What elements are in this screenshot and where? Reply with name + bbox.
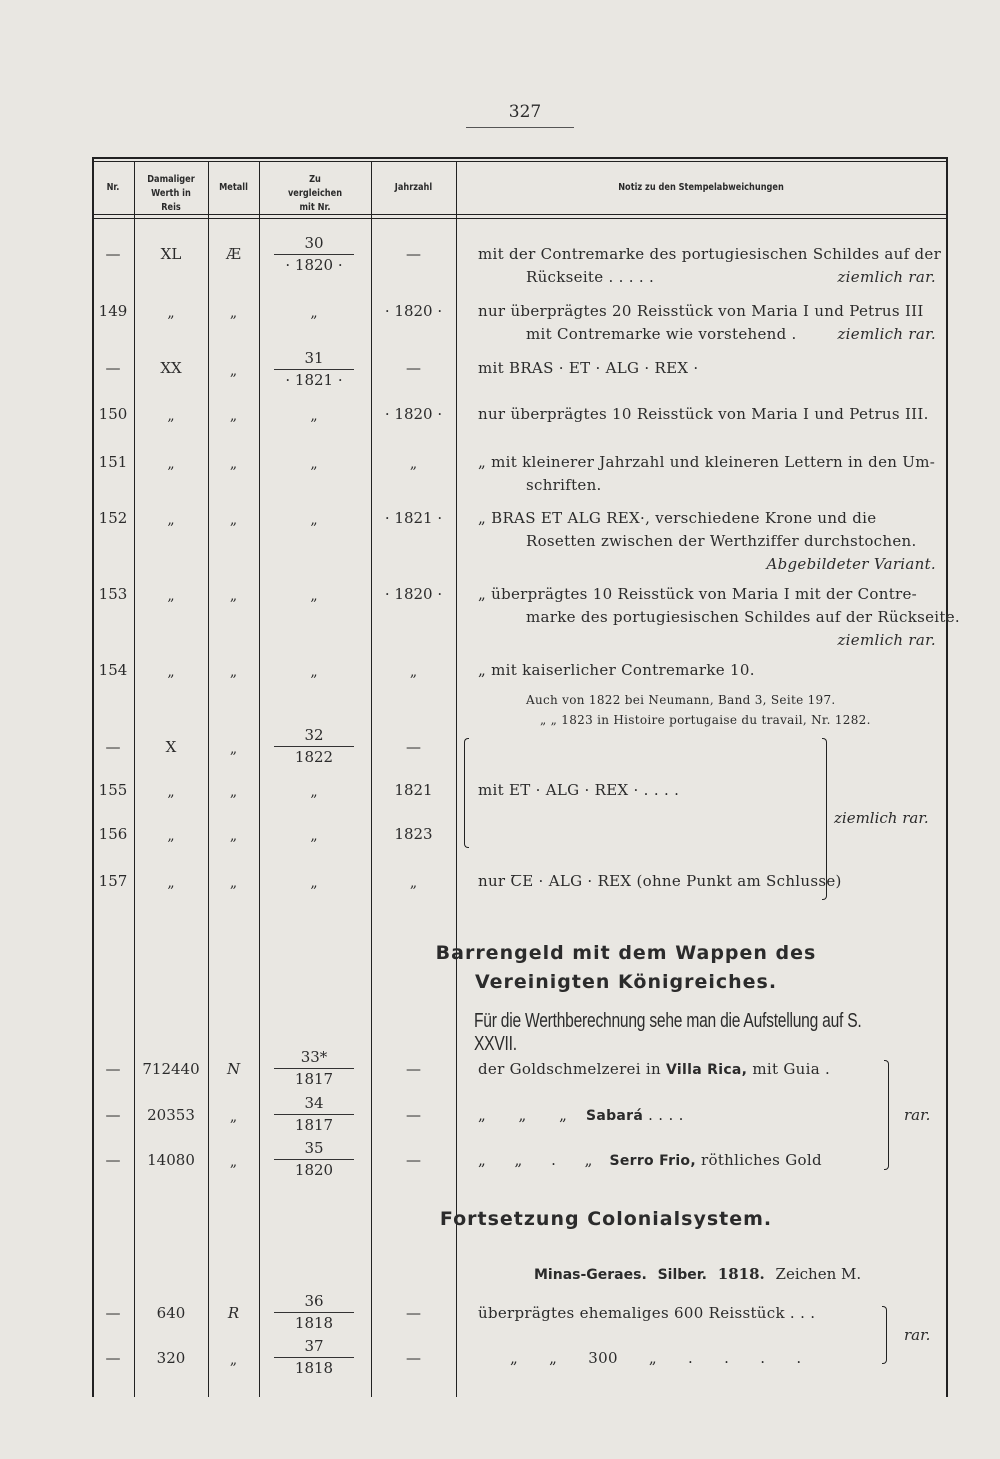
row3-vergleichen: $\frac{31}{\cdot 1821 \cdot}$ (274, 348, 354, 391)
gold1-vergleichen: $\frac{33*}{1817}$ (274, 1047, 354, 1090)
row1-vergleichen: $\frac{30}{\cdot 1820 \cdot}$ (274, 233, 354, 276)
row1-metall: Æ (225, 245, 241, 263)
row10-jahrzahl: 1821 (394, 781, 433, 799)
section2-subtitle: Minas-Geraes. Silber. 1818. Zeichen M. (534, 1265, 862, 1283)
row8-jahrzahl: „ (409, 664, 418, 680)
row7-nr: 153 (98, 585, 128, 603)
header-metall: Metall (219, 182, 248, 193)
row4-note: nur überprägtes 10 Reisstück von Maria I und Petrus III. (478, 405, 929, 423)
header-jahrzahl: Jahrzahl (394, 182, 433, 193)
row1-note: mit der Contremarke des portugiesischen Schildes auf der Rückseite . . . . . ziemlich rar. (478, 245, 942, 286)
row7-jahrzahl: · 1820 · (384, 585, 443, 603)
row8-werth: „ (167, 664, 175, 680)
row6-werth: „ (167, 512, 175, 528)
row9-metall: „ (229, 741, 238, 757)
silver1-werth: 640 (156, 1304, 186, 1322)
row10-werth: „ (167, 784, 175, 800)
row10-note: mit ET · ALG · REX · . . . . (478, 781, 680, 799)
gold2-jahrzahl: — (406, 1106, 421, 1124)
section1-title-line2: Vereinigten Königreiches. (474, 971, 778, 993)
row2-nr: 149 (98, 302, 128, 320)
row6-jahrzahl: · 1821 · (384, 509, 443, 527)
row5-nr: 151 (98, 453, 128, 471)
silver2-vergleichen: $\frac{37}{1818}$ (274, 1336, 354, 1379)
gold-brace-note: rar. (904, 1106, 931, 1124)
silver2-jahrzahl: — (406, 1349, 421, 1367)
row6-nr: 152 (98, 509, 128, 527)
silver1-jahrzahl: — (406, 1304, 421, 1322)
gold3-note: „ „ . „ Serro Frio, röthliches Gold (478, 1151, 822, 1169)
row2-jahrzahl: · 1820 · (384, 302, 443, 320)
table-top-rule (92, 157, 948, 159)
row10-vergleichen: „ (310, 784, 318, 800)
gold1-werth: 712440 (142, 1060, 200, 1078)
section1-title-line1: Barrengeld mit dem Wappen des (435, 942, 817, 964)
row4-werth: „ (167, 408, 175, 424)
silver-brace-note: rar. (904, 1326, 931, 1344)
gold2-note: „ „ „ Sabará . . . . (478, 1106, 684, 1124)
silver1-note: überprägtes ehemaliges 600 Reisstück . . . (478, 1304, 816, 1322)
gold3-werth: 14080 (147, 1151, 195, 1169)
row12-nr: 157 (98, 872, 128, 890)
row2-note: nur überprägtes 20 Reisstück von Maria I und Petrus III mit Contremarke wie vorstehend . ziemlich rar. (478, 302, 936, 343)
row8-footnote: Auch von 1822 bei Neumann, Band 3, Seite 197. „ „ 1823 in Histoire portugaise du travail, Nr. 1282. (526, 693, 871, 727)
row9-werth: X (165, 738, 177, 756)
row10-metall: „ (229, 784, 238, 800)
silver2-nr: — (105, 1349, 121, 1367)
row4-vergleichen: „ (310, 408, 318, 424)
row5-jahrzahl: „ (409, 456, 418, 472)
silver2-note: „ „ 300 „ . . . . (510, 1349, 802, 1367)
row2-metall: „ (229, 305, 238, 321)
row10-nr: 155 (98, 781, 128, 799)
header-nr: Nr. (106, 182, 120, 193)
row2-vergleichen: „ (310, 305, 318, 321)
row7-vergleichen: „ (310, 588, 318, 604)
row3-metall: „ (229, 363, 238, 379)
silver2-werth: 320 (156, 1349, 186, 1367)
row8-nr: 154 (98, 661, 128, 679)
header-bottom-rule-inner (92, 218, 948, 219)
gold1-note: der Goldschmelzerei in Villa Rica, mit Guia . (478, 1060, 831, 1078)
row1-werth: XL (160, 245, 182, 263)
gold3-vergleichen: $\frac{35}{1820}$ (274, 1138, 354, 1181)
row8-metall: „ (229, 664, 238, 680)
row3-note: mit BRAS · ET · ALG · REX · (478, 359, 699, 377)
gold3-nr: — (105, 1151, 121, 1169)
row7-metall: „ (229, 588, 238, 604)
silver1-metall: R (227, 1304, 240, 1322)
row11-metall: „ (229, 828, 238, 844)
gold1-metall: N (226, 1060, 241, 1078)
gold2-metall: „ (229, 1109, 238, 1125)
row7-note: „ überprägtes 10 Reisstück von Maria I mit der Contre- marke des portugiesischen Schildes auf der Rückseite. ziemlich rar. (478, 585, 960, 649)
gold2-nr: — (105, 1106, 121, 1124)
section2-title: Fortsetzung Colonialsystem. (439, 1208, 773, 1230)
table-left-border (92, 157, 94, 1397)
row12-werth: „ (167, 875, 175, 891)
row11-jahrzahl: 1823 (394, 825, 433, 843)
brace-note-ziemlich-rar: ziemlich rar. (834, 809, 929, 827)
row12-metall: „ (229, 875, 238, 891)
row12-jahrzahl: „ (409, 875, 418, 891)
row11-vergleichen: „ (310, 828, 318, 844)
row5-vergleichen: „ (310, 456, 318, 472)
row9-jahrzahl: — (406, 738, 421, 756)
row5-note: „ mit kleinerer Jahrzahl und kleineren Lettern in den Um- schriften. (478, 453, 936, 494)
row5-werth: „ (167, 456, 175, 472)
row6-note: „ BRAS ET ALG REX·, verschiedene Krone und die Rosetten zwischen der Werthziffer durchstochen. Abgebildeter Variant. (478, 509, 936, 573)
header-bottom-rule (92, 214, 948, 215)
row3-nr: — (105, 359, 121, 377)
gold2-werth: 20353 (147, 1106, 195, 1124)
row9-nr: — (105, 738, 121, 756)
row3-jahrzahl: — (406, 359, 421, 377)
row9-vergleichen: $\frac{32}{1822}$ (274, 725, 354, 768)
table-top-rule-inner (92, 161, 948, 162)
col-divider-nr (134, 161, 135, 1397)
gold1-nr: — (105, 1060, 121, 1078)
left-brace (464, 738, 469, 848)
row5-metall: „ (229, 456, 238, 472)
row2-werth: „ (167, 305, 175, 321)
page-number-rule (466, 127, 574, 128)
row4-metall: „ (229, 408, 238, 424)
row12-vergleichen: „ (310, 875, 318, 891)
row11-werth: „ (167, 828, 175, 844)
row12-note: nur ꞆE · ALG · REX (ohne Punkt am Schlusse) (478, 872, 842, 890)
row4-jahrzahl: · 1820 · (384, 405, 443, 423)
section1-subline: Für die Werthberechnung sehe man die Aufstellung auf S. XXVII. (474, 1010, 862, 1055)
row1-jahrzahl: — (406, 245, 421, 263)
row6-vergleichen: „ (310, 512, 318, 528)
row8-note: „ mit kaiserlicher Contremarke 10. (478, 661, 755, 679)
silver-brace (882, 1306, 887, 1364)
row1-nr: — (105, 245, 121, 263)
row3-werth: XX (160, 359, 182, 377)
header-vergleichen: Zu vergleichen mit Nr. (287, 174, 343, 213)
row6-metall: „ (229, 512, 238, 528)
silver1-vergleichen: $\frac{36}{1818}$ (274, 1291, 354, 1334)
row8-vergleichen: „ (310, 664, 318, 680)
gold3-jahrzahl: — (406, 1151, 421, 1169)
page-number: 327 (508, 102, 542, 122)
gold-brace (884, 1060, 889, 1170)
header-notiz: Notiz zu den Stempelabweichungen (618, 182, 784, 193)
row11-nr: 156 (98, 825, 128, 843)
row7-werth: „ (167, 588, 175, 604)
silver1-nr: — (105, 1304, 121, 1322)
row4-nr: 150 (98, 405, 128, 423)
header-werth: Damaliger Werth in Reis (147, 174, 195, 213)
silver2-metall: „ (229, 1352, 238, 1368)
gold3-metall: „ (229, 1154, 238, 1170)
gold2-vergleichen: $\frac{34}{1817}$ (274, 1093, 354, 1136)
gold1-jahrzahl: — (406, 1060, 421, 1078)
